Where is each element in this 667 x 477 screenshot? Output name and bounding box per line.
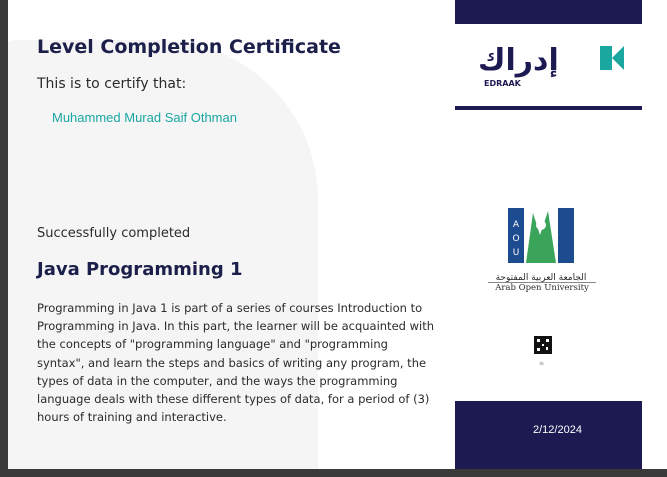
certify-text: This is to certify that: bbox=[37, 76, 187, 92]
edraak-mark-icon bbox=[600, 46, 624, 70]
aou-figure-head-icon bbox=[536, 220, 546, 230]
edraak-logo bbox=[478, 40, 628, 90]
aou-english-name: Arab Open University bbox=[488, 282, 596, 293]
completed-text: Successfully completed bbox=[37, 226, 191, 241]
aou-letter-u: U bbox=[512, 248, 520, 258]
aou-letter-o: O bbox=[512, 234, 520, 244]
issue-date: 2/12/2024 bbox=[533, 424, 582, 436]
divider-bar bbox=[455, 106, 642, 110]
qr-caption: ≡ bbox=[539, 360, 545, 367]
aou-arabic-name: الجامعة العربية المفتوحة bbox=[495, 273, 587, 283]
edraak-logo-latin: EDRAAK bbox=[484, 79, 521, 88]
course-title: Java Programming 1 bbox=[37, 259, 243, 280]
qr-code-icon bbox=[534, 336, 552, 354]
aou-letter-a: A bbox=[512, 220, 520, 230]
edraak-logo-arabic: إدراك bbox=[478, 43, 559, 78]
certificate-page bbox=[8, 0, 667, 469]
aou-right-panel bbox=[558, 208, 574, 263]
recipient-name: Muhammed Murad Saif Othman bbox=[52, 110, 237, 125]
certificate-title: Level Completion Certificate bbox=[37, 36, 341, 58]
course-description: Programming in Java 1 is part of a series of courses Introduction to Programming in Java. In this part, the learner will be acquainted with the concepts of "programming language" and "programming syntax", and learn the steps and basics of writing any program, the types of data in the computer, and the ways the programming language deals with these different types of data, for a period of (3) hours of training and interactive. bbox=[37, 301, 434, 425]
top-bar bbox=[455, 0, 642, 24]
aou-figure-icon bbox=[526, 211, 556, 263]
